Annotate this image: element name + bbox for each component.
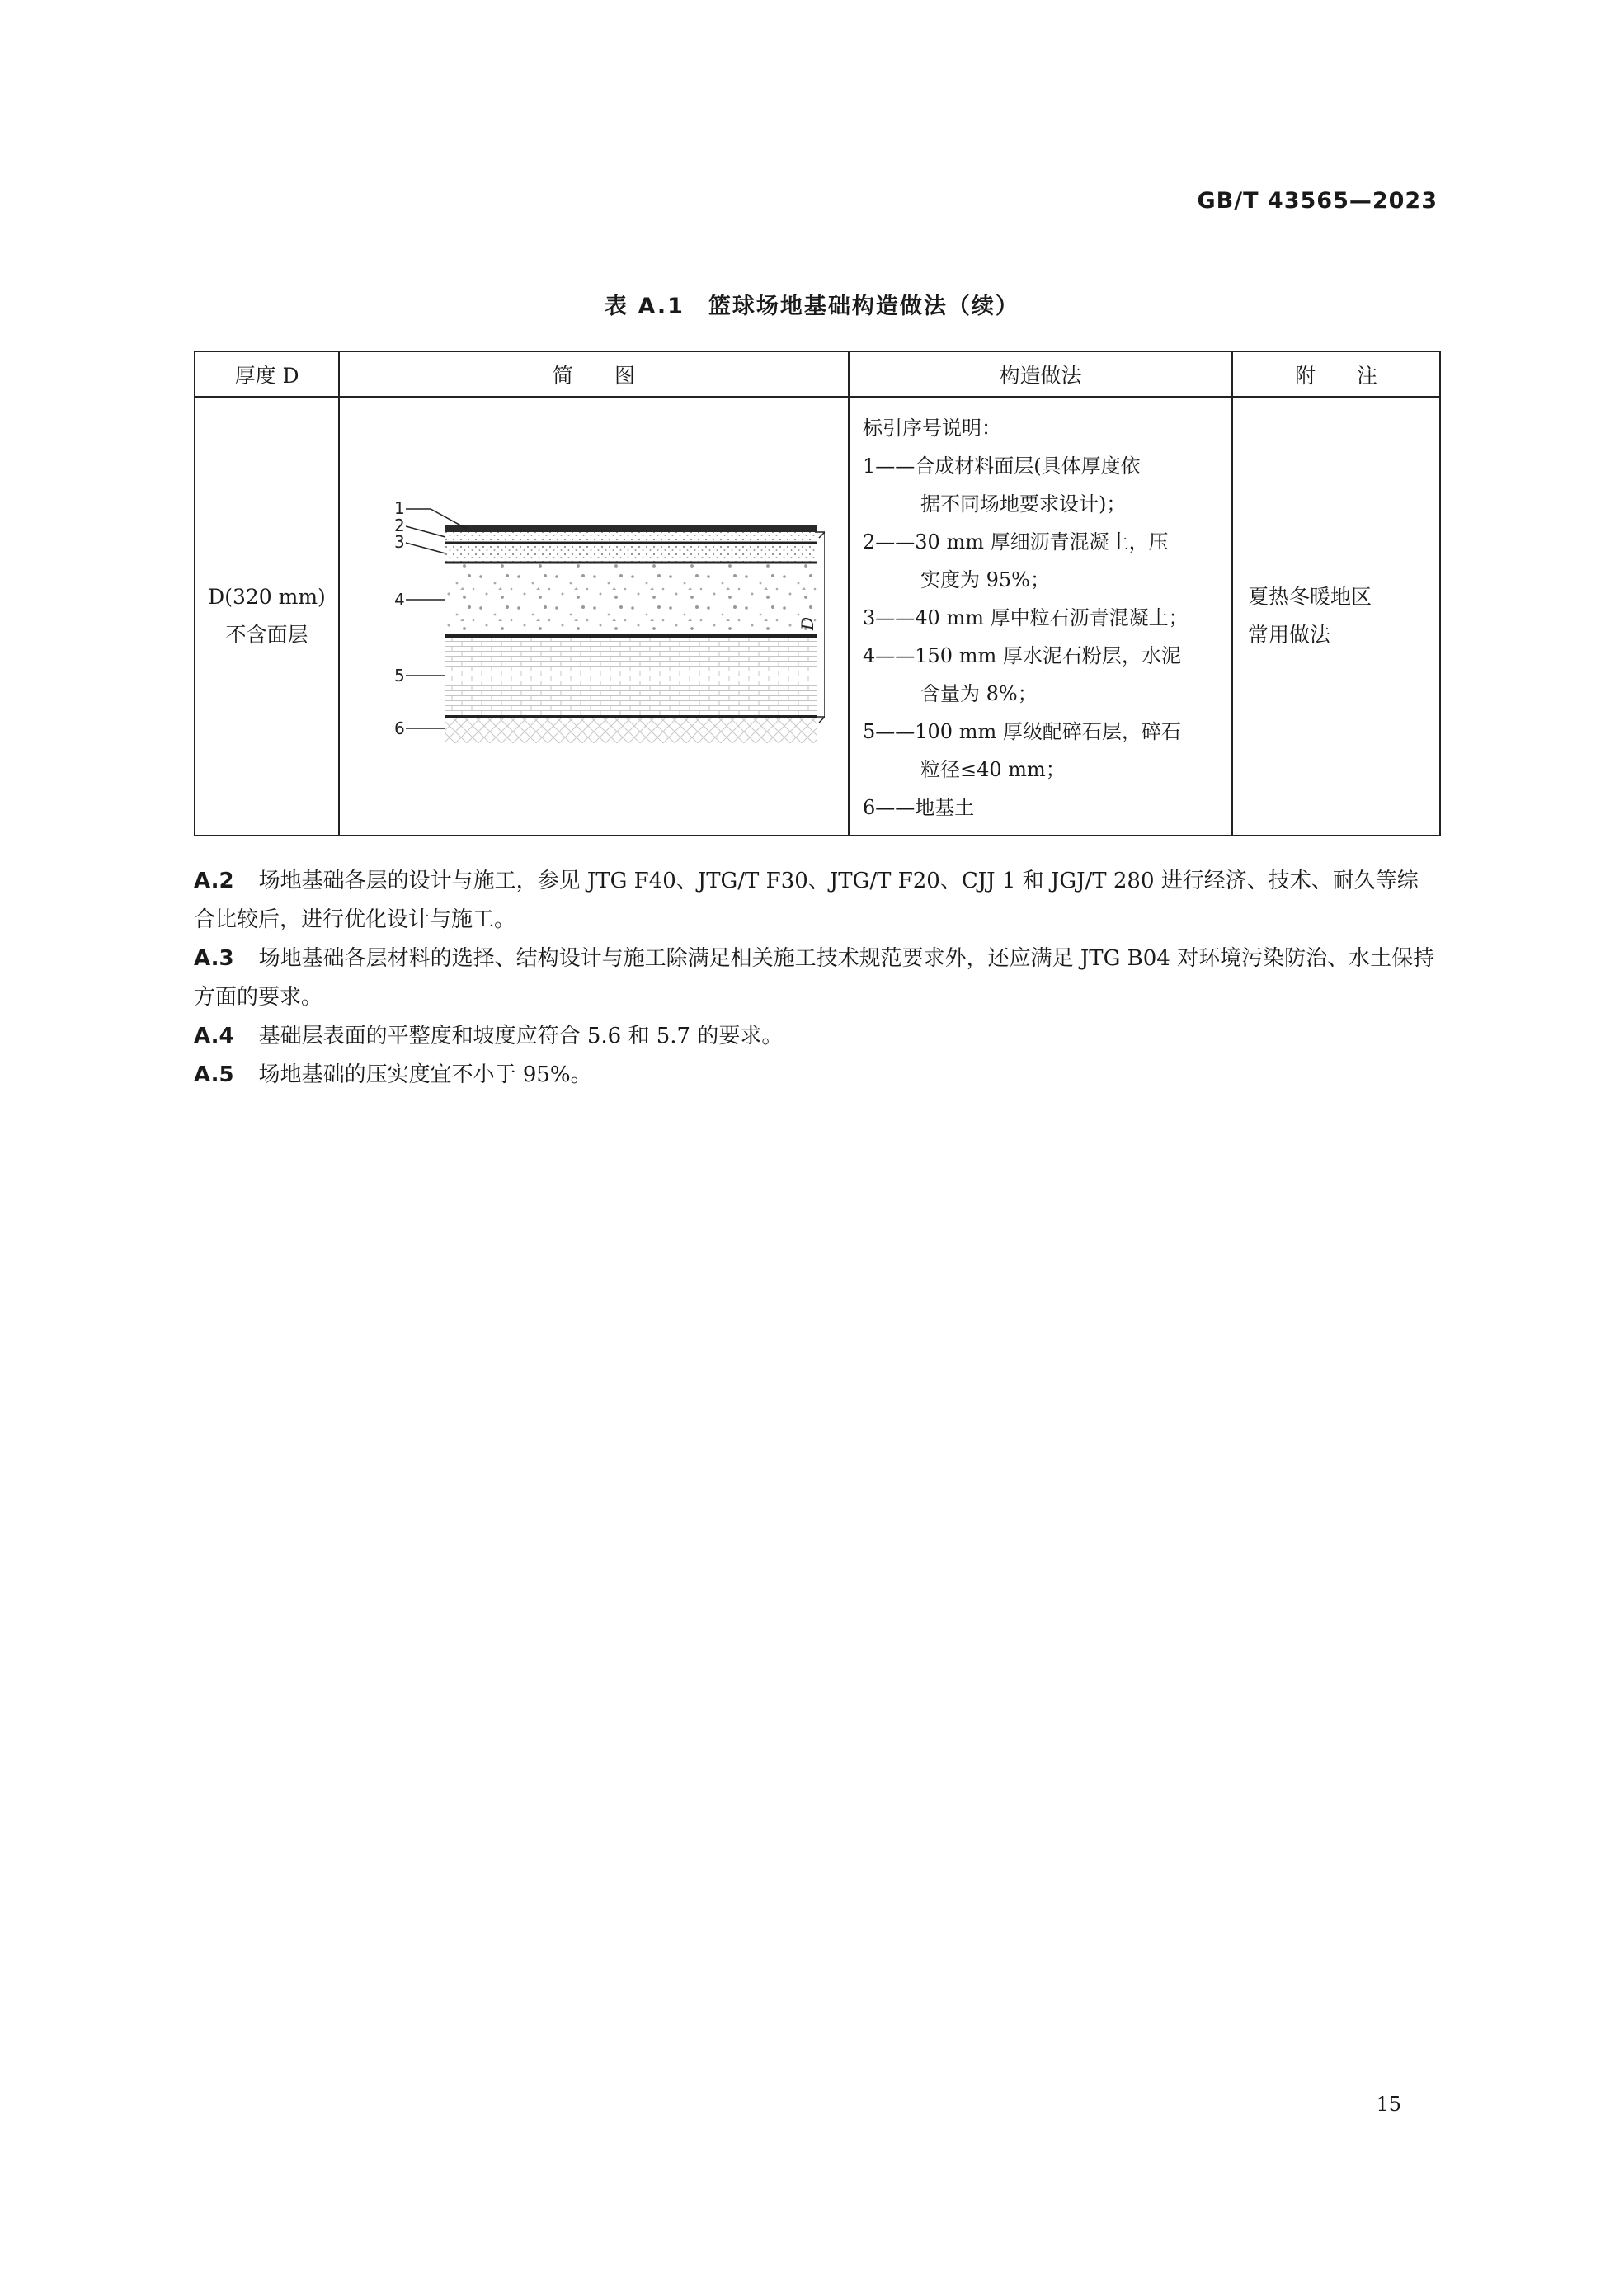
thickness-note: 不含面层 [225,623,308,647]
layer-2 [445,532,817,543]
clause-a5: A.5 场地基础的压实度宜不小于 95%。 [194,1062,592,1087]
layer-6 [445,718,817,743]
note-line: 夏热冬暖地区 [1248,585,1372,609]
method-line: 粒径≤40 mm； [920,758,1066,781]
dimension-label: D [798,616,817,630]
layer-label-2: 2 [394,516,405,535]
layer-3 [445,544,817,563]
layer-label-3: 3 [394,532,405,552]
method-line: 1——合成材料面层(具体厚度依 [863,455,1141,478]
method-line: 标引序号说明： [863,417,1001,440]
layer-5 [445,638,817,716]
method-line: 3——40 mm 厚中粒石沥青混凝土； [863,606,1189,629]
header-method: 构造做法 [849,351,1232,397]
layer-label-5: 5 [394,666,405,685]
table-title: 表 A.1 篮球场地基础构造做法（续） [605,294,1019,319]
table-header-row [195,351,1440,397]
note-line: 常用做法 [1248,623,1331,647]
layer-label-6: 6 [394,718,405,738]
standard-code: GB/T 43565—2023 [1197,188,1438,214]
header-diagram: 简 图 [339,351,849,397]
thickness-value: D(320 mm) [208,585,326,609]
construction-table [194,351,1441,836]
table-row [195,397,1440,836]
clause-a2: A.2 场地基础各层的设计与施工，参见 JTG F40、JTG/T F30、JTG/T F20、CJJ 1 和 JGJ/T 280 进行经济、技术、耐久等综合比较后，进行优化设计与施工。 [194,869,1419,932]
note-cell [1232,397,1440,836]
layer-4 [445,564,817,635]
diagram-cell [339,397,849,836]
header-note: 附 注 [1232,351,1440,397]
method-line: 6——地基土 [863,796,975,819]
clause-a3: A.3 场地基础各层材料的选择、结构设计与施工除满足相关施工技术规范要求外，还应满足 JTG B04 对环境污染防治、水土保持方面的要求。 [194,946,1435,1010]
layer-label-1: 1 [394,498,405,518]
layer-1 [445,525,817,532]
header-thickness: 厚度 D [195,351,339,397]
method-line: 2——30 mm 厚细沥青混凝土，压 [863,530,1169,553]
clauses [194,862,1439,1095]
method-line: 4——150 mm 厚水泥石粉层，水泥 [863,644,1181,667]
method-line: 含量为 8%； [920,682,1038,705]
method-line: 5——100 mm 厚级配碎石层，碎石 [863,720,1181,743]
method-line: 据不同场地要求设计)； [920,492,1127,516]
page-number: 15 [1376,2093,1401,2116]
layer-label-4: 4 [394,590,405,610]
method-line: 实度为 95%； [920,568,1050,591]
layer-diagram [363,478,825,750]
clause-a4: A.4 基础层表面的平整度和坡度应符合 5.6 和 5.7 的要求。 [194,1024,784,1048]
method-cell [849,397,1232,836]
thickness-cell [195,397,339,836]
